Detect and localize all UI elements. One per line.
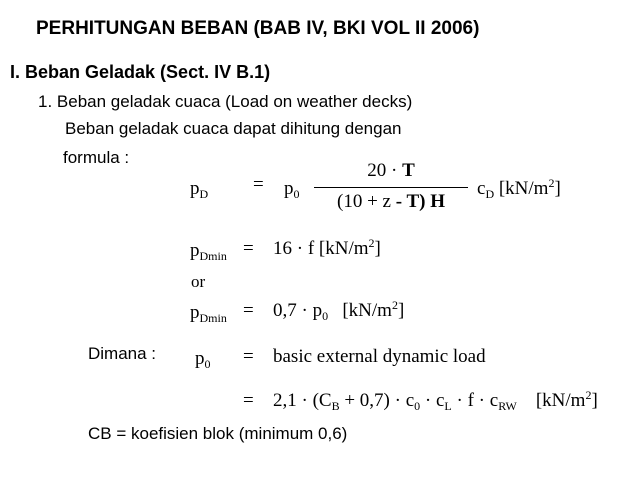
formula-pd-fraction: [314, 160, 468, 220]
dimana-label: Dimana :: [88, 344, 157, 363]
formula-pdmin2-rhs: $0,7 \cdot p_0$ $[kN/m^2]$: [273, 298, 405, 323]
page-title: PERHITUNGAN BEBAN (BAB IV, BKI VOL II 2006): [36, 18, 480, 39]
cb-definition: CB = koefisien blok (minimum 0,6): [88, 424, 348, 443]
formula-pd-rhs: $c_D$ $[kN/m^2]$: [477, 176, 561, 201]
formula-pdmin1-rhs: 16 · f $[kN/m^2]$: [273, 236, 381, 259]
p0-equals-2: =: [243, 390, 254, 411]
section-heading: I. Beban Geladak (Sect. IV B.1): [10, 62, 271, 82]
p0-formula: $2,1 \cdot (C_B + 0,7) \cdot c_0 \cdot c_L \cdot f \cdot c_{RW}$ $[kN/m^2]$: [273, 388, 598, 413]
formula-pdmin2-equals: =: [243, 300, 254, 321]
p0-symbol: $p_0$: [195, 348, 211, 371]
description-line-2: formula :: [63, 148, 130, 167]
fraction-denominator: (10 + z - T) H: [337, 191, 445, 212]
formula-pdmin1-equals: =: [243, 238, 254, 259]
formula-pd-lhs: $p_D$: [190, 178, 209, 201]
formula-pdmin2-lhs: $p_{Dmin}$: [190, 302, 227, 325]
fraction-numerator: 20 · T: [367, 160, 415, 181]
formula-pd-p0: $p_0$: [284, 178, 300, 201]
description-line-1: Beban geladak cuaca dapat dihitung dengan: [65, 119, 402, 138]
p0-equals-1: =: [243, 346, 254, 367]
p0-definition: basic external dynamic load: [273, 346, 486, 367]
or-label: or: [191, 272, 206, 291]
formula-pdmin1-lhs: $p_{Dmin}$: [190, 240, 227, 263]
list-item-heading: 1. Beban geladak cuaca (Load on weather decks): [38, 92, 413, 111]
formula-pd-equals: =: [253, 174, 264, 195]
fraction-bar: [314, 187, 468, 188]
